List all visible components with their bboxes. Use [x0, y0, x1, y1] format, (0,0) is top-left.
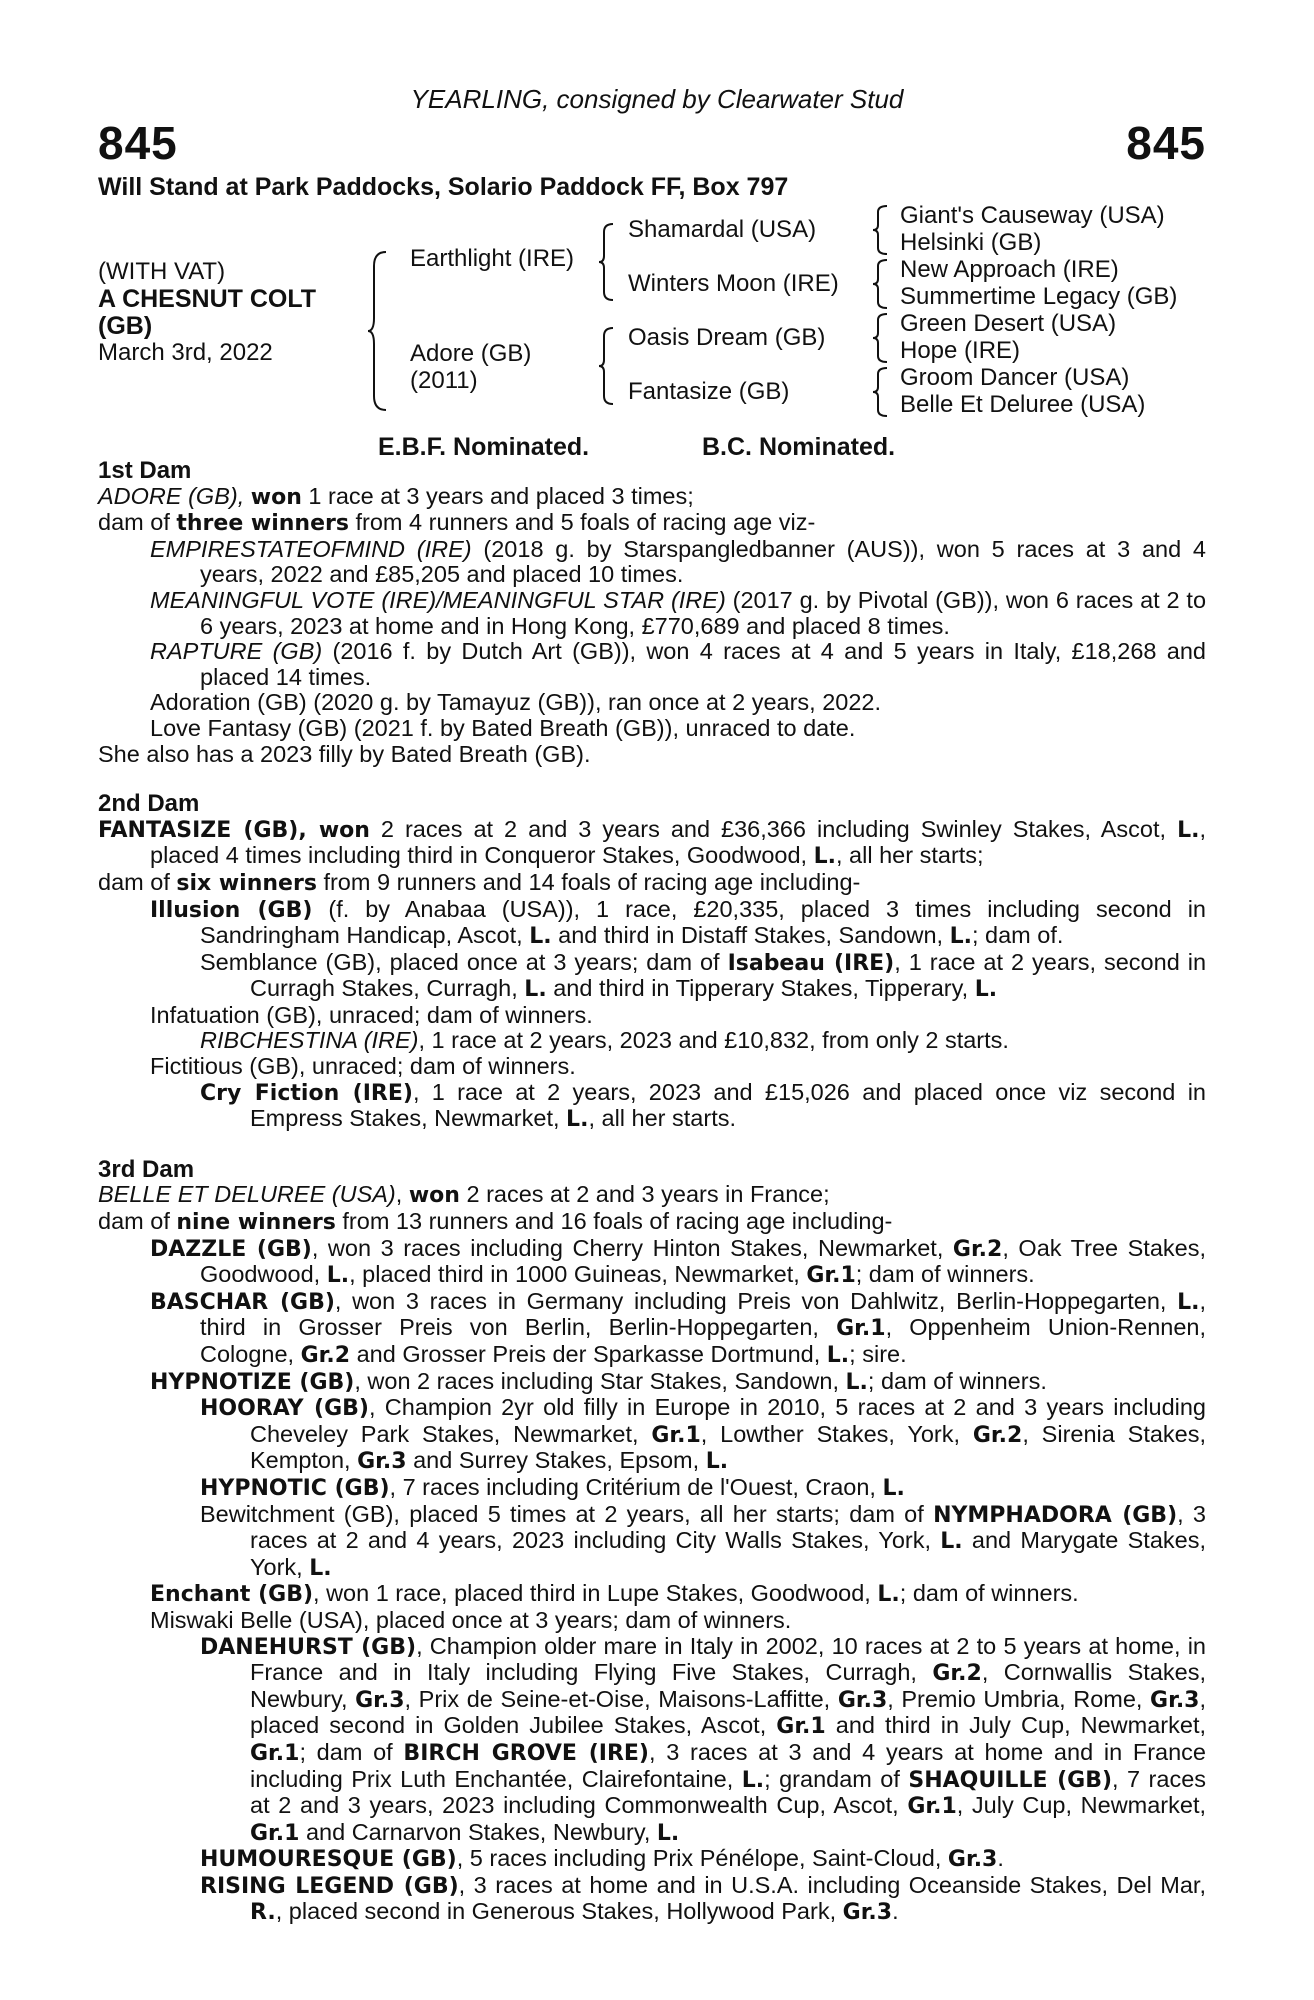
- third-dam-record: BELLE ET DELUREE (USA), won 2 races at 2 and 3 years in France;: [98, 1181, 830, 1209]
- ds-sire: Green Desert (USA): [900, 310, 1117, 337]
- produce-entry: Bewitchment (GB), placed 5 times at 2 years, all her starts; dam of NYMPHADORA (GB), 3 races at 2 and 4 years, 2023 including City Walls Stakes, York, L. and Marygate Stakes, York, L.: [200, 1500, 1206, 1581]
- bc-nomination: B.C. Nominated.: [702, 433, 896, 461]
- pedigree-brace-main: [366, 250, 390, 412]
- foaling-date: March 3rd, 2022: [98, 339, 273, 366]
- dam-year: (2011): [410, 367, 478, 394]
- produce-entry: DANEHURST (GB), Champion older mare in Italy in 2002, 10 races at 2 to 5 years at home, in France and in Italy including Flying Five Stakes, Curragh, Gr.2, Cornwallis Stakes, Newbury, Gr.3, Prix de Seine-et-Oise, Maisons-Laffitte, Gr.3, Premio Umbria, Rome, Gr.3, placed second in Golden Jubilee Stakes, Ascot, Gr.1 and third in July Cup, Newmarket, Gr.1; dam of BIRCH GROVE (IRE), 3 races at 3 and 4 years at home and in France including Prix Luth Enchantée, Clairefontaine, L.; grandam of SHAQUILLE (GB), 7 races at 2 and 3 years, 2023 including Commonwealth Cup, Ascot, Gr.1, July Cup, Newmarket, Gr.1 and Carnarvon Stakes, Newbury, L.: [200, 1632, 1207, 1846]
- sd-sire: New Approach (IRE): [900, 256, 1119, 283]
- produce-entry: DAZZLE (GB), won 3 races including Cherry Hinton Stakes, Newmarket, Gr.2, Oak Tree Stakes, Goodwood, L., placed third in 1000 Guineas, Newmarket, Gr.1; dam of winners.: [150, 1234, 1207, 1289]
- second-dam-record: FANTASIZE (GB), won 2 races at 2 and 3 years and £36,366 including Swinley Stakes, Ascot, L., placed 4 times including third in Conqueror Stakes, Goodwood, L., all her starts;: [98, 815, 1206, 870]
- catalogue-body: [98, 458, 1206, 1926]
- consignor-line: YEARLING, consigned by Clearwater Stud: [410, 84, 904, 114]
- produce-entry: Adoration (GB) (2020 g. by Tamayuz (GB)), ran once at 2 years, 2022.: [150, 689, 882, 716]
- produce-entry: Illusion (GB) (f. by Anabaa (USA)), 1 race, £20,335, placed 3 times including second in Sandringham Handicap, Ascot, L. and third in Distaff Stakes, Sandown, L.; dam of.: [150, 895, 1206, 950]
- produce-entry: RIBCHESTINA (IRE), 1 race at 2 years, 2023 and £10,832, from only 2 starts.: [200, 1027, 1009, 1054]
- dam-sire: Oasis Dream (GB): [628, 324, 826, 351]
- produce-entry: HUMOURESQUE (GB), 5 races including Prix Pénélope, Saint-Cloud, Gr.3.: [200, 1845, 1004, 1873]
- pedigree-brace-ds: [872, 312, 890, 364]
- ebf-nomination: E.B.F. Nominated.: [378, 433, 590, 461]
- vat-note: (WITH VAT): [98, 258, 226, 285]
- first-dam-heading: 1st Dam: [98, 457, 192, 484]
- third-dam-heading: 3rd Dam: [98, 1155, 195, 1183]
- produce-entry: Fictitious (GB), unraced; dam of winners.: [150, 1053, 576, 1080]
- pedigree-brace-sire: [598, 222, 616, 302]
- second-dam-heading: 2nd Dam: [98, 790, 200, 818]
- produce-entry: RAPTURE (GB) (2016 f. by Dutch Art (GB)), won 4 races at 4 and 5 years in Italy, £18,268 and placed 14 times.: [150, 638, 1206, 690]
- pedigree-brace-dam: [598, 326, 616, 406]
- produce-entry: HYPNOTIZE (GB), won 2 races including Star Stakes, Sandown, L.; dam of winners.: [150, 1367, 1047, 1395]
- lot-title-origin: (GB): [98, 312, 153, 340]
- produce-entry: Love Fantasy (GB) (2021 f. by Bated Breath (GB)), unraced to date.: [150, 714, 856, 741]
- sd-dam: Summertime Legacy (GB): [900, 283, 1178, 310]
- pedigree-brace-dd: [872, 366, 890, 418]
- lot-number-right: 845: [1126, 117, 1206, 169]
- sire-name: Earthlight (IRE): [410, 245, 575, 272]
- produce-entry: Cry Fiction (IRE), 1 race at 2 years, 2023 and £15,026 and placed once viz second in Empress Stakes, Newmarket, L., all her starts.: [200, 1078, 1206, 1133]
- produce-entry: HOORAY (GB), Champion 2yr old filly in Europe in 2010, 5 races at 2 and 3 years including Cheveley Park Stakes, Newmarket, Gr.1, Lowther Stakes, York, Gr.2, Sirenia Stakes, Kempton, Gr.3 and Surrey Stakes, Epsom, L.: [200, 1394, 1207, 1475]
- dd-sire: Groom Dancer (USA): [900, 364, 1130, 391]
- produce-entry: Miswaki Belle (USA), placed once at 3 years; dam of winners.: [150, 1606, 792, 1633]
- produce-note: She also has a 2023 filly by Bated Breath (GB).: [98, 740, 591, 767]
- dam-name: Adore (GB): [410, 340, 532, 367]
- sire-sire: Shamardal (USA): [628, 216, 817, 243]
- first-dam-produce-summary: dam of three winners from 4 runners and 5 foals of racing age viz-: [98, 509, 816, 537]
- stand-location: Will Stand at Park Paddocks, Solario Paddock FF, Box 797: [98, 173, 789, 201]
- ds-dam: Hope (IRE): [900, 337, 1021, 364]
- produce-entry: HYPNOTIC (GB), 7 races including Critérium de l'Ouest, Craon, L.: [200, 1473, 905, 1501]
- first-dam-record: ADORE (GB), won 1 race at 3 years and placed 3 times;: [98, 482, 694, 510]
- dd-dam: Belle Et Deluree (USA): [900, 391, 1146, 418]
- produce-entry: RISING LEGEND (GB), 3 races at home and in U.S.A. including Oceanside Stakes, Del Mar, R., placed second in Generous Stakes, Hollywood Park, Gr.3.: [200, 1871, 1206, 1926]
- pedigree-brace-ss: [872, 204, 890, 256]
- produce-entry: MEANINGFUL VOTE (IRE)/MEANINGFUL STAR (IRE) (2017 g. by Pivotal (GB)), won 6 races at 2 to 6 years, 2023 at home and in Hong Kong, £770,689 and placed 8 times.: [150, 586, 1207, 639]
- pedigree-brace-sd: [872, 258, 890, 310]
- ss-dam: Helsinki (GB): [900, 229, 1042, 256]
- second-dam-produce-summary: dam of six winners from 9 runners and 14 foals of racing age including-: [98, 868, 861, 896]
- ss-sire: Giant's Causeway (USA): [900, 202, 1165, 229]
- produce-entry: EMPIRESTATEOFMIND (IRE) (2018 g. by Starspangledbanner (AUS)), won 5 races at 3 and 4 years, 2022 and £85,205 and placed 10 times.: [150, 535, 1206, 588]
- dam-dam: Fantasize (GB): [628, 378, 790, 405]
- third-dam-produce-summary: dam of nine winners from 13 runners and 16 foals of racing age including-: [98, 1208, 893, 1236]
- lot-title: A CHESNUT COLT: [98, 285, 317, 313]
- produce-entry: Infatuation (GB), unraced; dam of winners.: [150, 1001, 593, 1028]
- produce-entry: BASCHAR (GB), won 3 races in Germany including Preis von Dahlwitz, Berlin-Hoppegarten, L., third in Grosser Preis von Berlin, Berlin-Hoppegarten, Gr.1, Oppenheim Union-Rennen, Cologne, Gr.2 and Grosser Preis der Sparkasse Dortmund, L.; sire.: [150, 1287, 1207, 1368]
- lot-number-left: 845: [98, 117, 178, 169]
- produce-entry: Enchant (GB), won 1 race, placed third in Lupe Stakes, Goodwood, L.; dam of winners.: [150, 1580, 1079, 1608]
- produce-entry: Semblance (GB), placed once at 3 years; dam of Isabeau (IRE), 1 race at 2 years, second in Curragh Stakes, Curragh, L. and third in Tipperary Stakes, Tipperary, L.: [200, 948, 1207, 1003]
- sire-dam: Winters Moon (IRE): [628, 270, 839, 297]
